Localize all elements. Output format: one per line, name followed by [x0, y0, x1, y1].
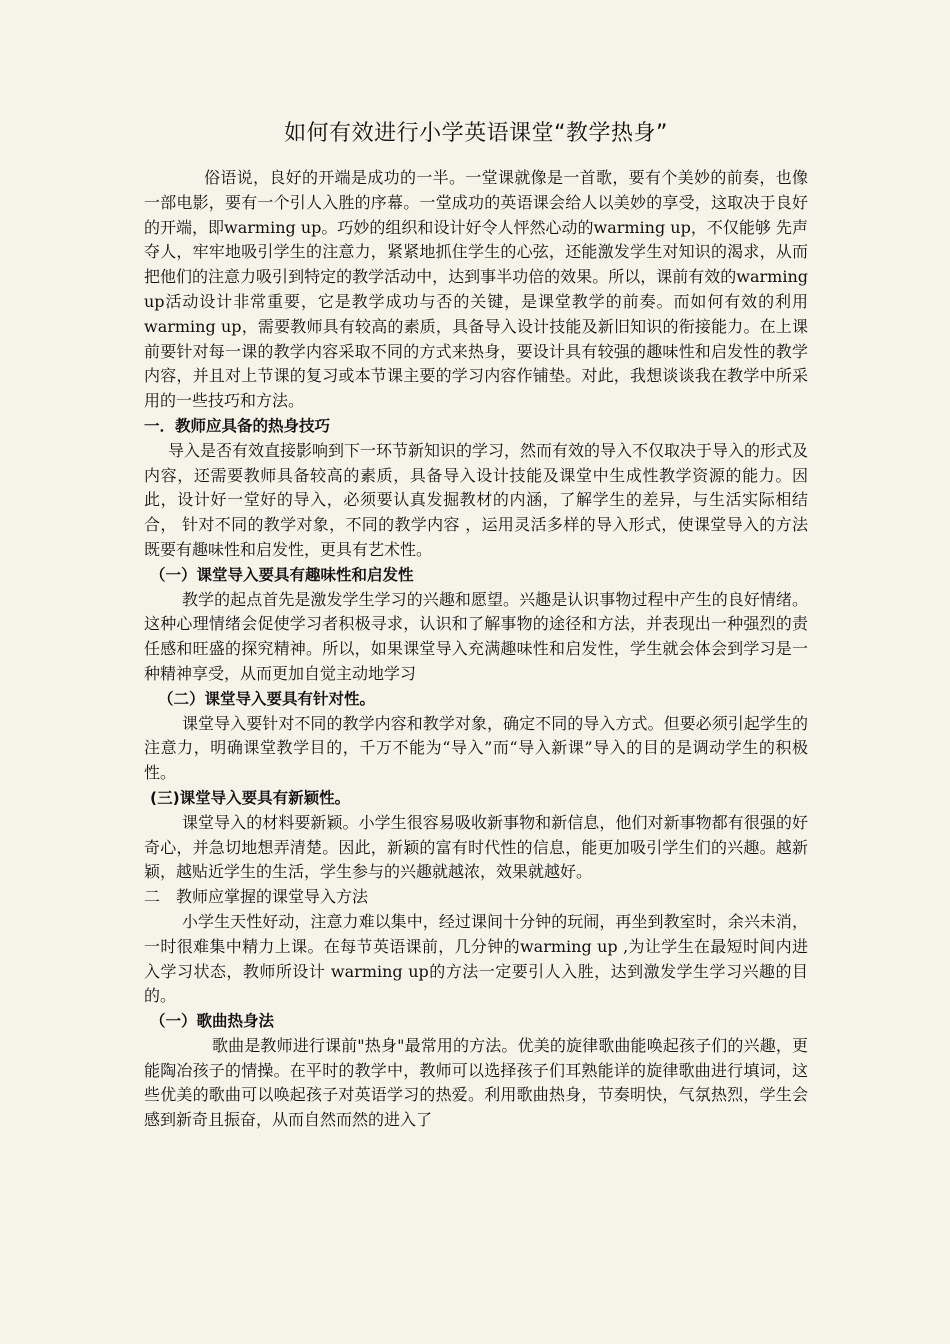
section-1-sub-2-paragraph: 课堂导入要针对不同的教学内容和教学对象，确定不同的导入方式。但要必须引起学生的注意力，明确课堂教学目的，千万不能为“导入”而“导入新课”导入的目的是调动学生的积极性。 — [144, 713, 808, 783]
section-1-paragraph: 导入是否有效直接影响到下一环节新知识的学习，然而有效的导入不仅取决于导入的形式及内容，还需要教师具备较高的素质，具备导入设计技能及课堂中生成性教学资源的能力。因此，设计好一堂好的导入，必须要认真发掘教材的内涵，了解学生的差异，与生活实际相结合， 针对不同的教学对象，不同的教学内容 ，运用灵活多样的导入形式，使课堂导入的方法既要有趣味性和启发性，更具有艺术性。 — [144, 440, 809, 559]
document-title: 如何有效进行小学英语课堂“教学热身” — [284, 121, 668, 146]
section-2-sub-1-paragraph: 歌曲是教师进行课前"热身"最常用的方法。优美的旋律歌曲能唤起孩子们的兴趣，更能陶冶孩子的情操。在平时的教学中，教师可以选择孩子们耳熟能详的旋律歌曲进行填词，这些优美的歌曲可以唤起孩子对英语学习的热爱。利用歌曲热身，节奏明快，气氛热烈，学生会感到新奇且振奋，从而自然而然的进入了 — [144, 1035, 808, 1130]
section-2-paragraph: 小学生天性好动，注意力难以集中，经过课间十分钟的玩闹，再坐到教室时，余兴未消，一时很难集中精力上课。在每节英语课前，几分钟的warming up ,为让学生在最短时间内进入学习状态，教师所设计 warming up的方法一定要引人入胜，达到激发学生学习兴趣的目的。 — [144, 911, 808, 1006]
section-2-sub-1-heading: （一）歌曲热身法 — [150, 1012, 275, 1031]
document-body — [144, 118, 808, 1133]
section-1-heading: 一．教师应具备的热身技巧 — [144, 416, 331, 435]
section-1-sub-2-heading: （二）课堂导入要具有针对性。 — [158, 689, 376, 708]
section-1-sub-3-heading: (三)课堂导入要具有新颖性。 — [150, 788, 351, 807]
section-1-sub-3-paragraph: 课堂导入的材料要新颖。小学生很容易吸收新事物和新信息，他们对新事物都有很强的好奇心，并急切地想弄清楚。因此，新颖的富有时代性的信息，能更加吸引学生们的兴趣。越新颖，越贴近学生的生活，学生参与的兴趣就越浓，效果就越好。 — [144, 812, 808, 882]
section-1-sub-1-heading: （一）课堂导入要具有趣味性和启发性 — [150, 565, 414, 584]
section-1-sub-1-paragraph: 教学的起点首先是激发学生学习的兴趣和愿望。兴趣是认识事物过程中产生的良好情绪。这种心理情绪会促使学习者积极寻求，认识和了解事物的途径和方法，并表现出一种强烈的责任感和旺盛的探究精神。所以，如果课堂导入充满趣味性和启发性，学生就会体会到学习是一种精神享受，从而更加自觉主动地学习 — [144, 589, 808, 683]
intro-paragraph: 俗语说，良好的开端是成功的一半。一堂课就像是一首歌，要有个美妙的前奏，也像一部电影，要有一个引人入胜的序幕。一堂成功的英语课会给人以美妙的享受，这取决于良好的开端，即warming up。巧妙的组织和设计好令人怦然心动的warming up，不仅能够 先声夺人，牢牢地吸引学生的注意力，紧紧地抓住学生的心弦，还能激发学生对知识的渴求，从而把他们的注意力吸引到特定的教学活动中，达到事半功倍的效果。所以，课前有效的warming up活动设计非常重要，它是教学成功与否的关键，是课堂教学的前奏。而如何有效的利用warming up，需要教师具有较高的素质，具备导入设计技能及新旧知识的衔接能力。在上课前要针对每一课的教学内容采取不同的方式来热身，要设计具有较强的趣味性和启发性的教学内容，并且对上节课的复习或本节课主要的学习内容作铺垫。对此，我想谈谈我在教学中所采用的一些技巧和方法。 — [144, 168, 808, 411]
section-2-heading: 二 教师应掌握的课堂导入方法 — [144, 887, 369, 907]
